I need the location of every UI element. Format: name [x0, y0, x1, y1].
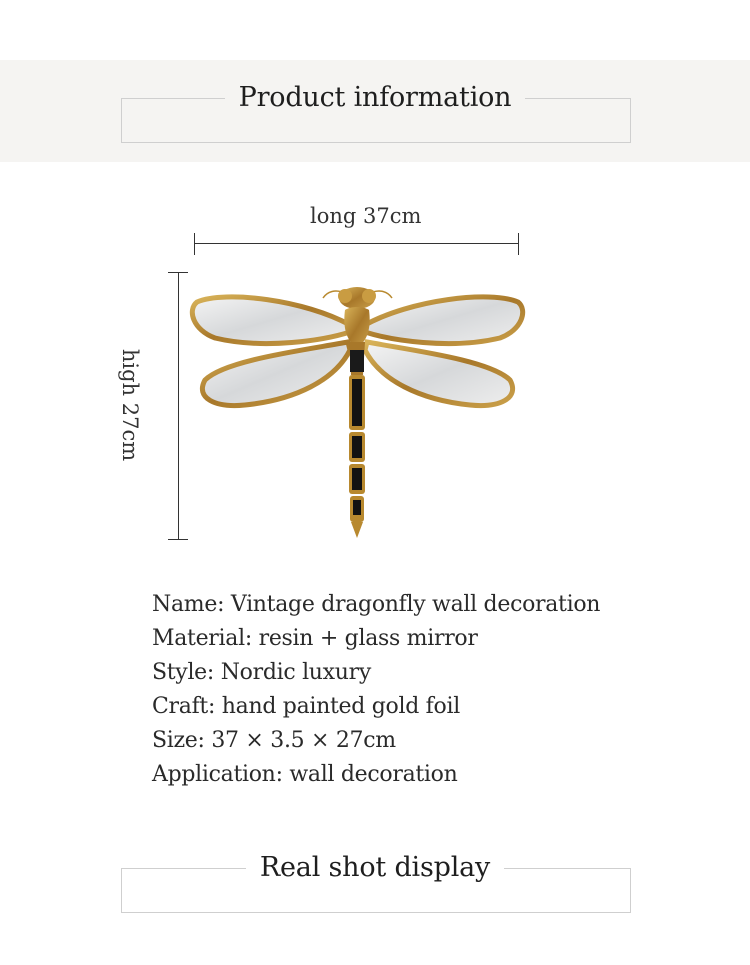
spec-size: Size: 37 × 3.5 × 27cm [152, 728, 396, 753]
spec-value: 37 × 3.5 × 27cm [211, 728, 396, 753]
spec-value: wall decoration [289, 762, 458, 787]
spec-application: Application: wall decoration [152, 762, 458, 787]
header-title-text: Product information [225, 82, 526, 113]
height-line [178, 272, 179, 540]
spec-value: Vintage dragonfly wall decoration [230, 592, 601, 617]
spec-style: Style: Nordic luxury [152, 660, 371, 685]
product-specs-list [152, 588, 600, 792]
spec-key: Style [152, 660, 207, 685]
spec-value: Nordic luxury [220, 660, 371, 685]
header-title [0, 82, 750, 113]
length-line [194, 243, 519, 244]
length-label: long 37cm [310, 204, 422, 228]
height-tick-top [168, 272, 188, 273]
spec-name: Name: Vintage dragonfly wall decoration [152, 592, 601, 617]
dragonfly-image [185, 280, 530, 545]
spec-key: Application [152, 762, 276, 787]
height-label: high 27cm [118, 348, 142, 462]
spec-key: Material [152, 626, 245, 651]
length-tick-right [518, 233, 519, 255]
spec-value: resin + glass mirror [258, 626, 478, 651]
spec-key: Size [152, 728, 198, 753]
length-tick-left [194, 233, 195, 255]
spec-material: Material: resin + glass mirror [152, 626, 478, 651]
spec-craft: Craft: hand painted gold foil [152, 694, 460, 719]
footer-title [0, 852, 750, 883]
spec-value: hand painted gold foil [221, 694, 460, 719]
spec-key: Craft [152, 694, 208, 719]
footer-title-text: Real shot display [246, 852, 504, 883]
spec-key: Name [152, 592, 218, 617]
